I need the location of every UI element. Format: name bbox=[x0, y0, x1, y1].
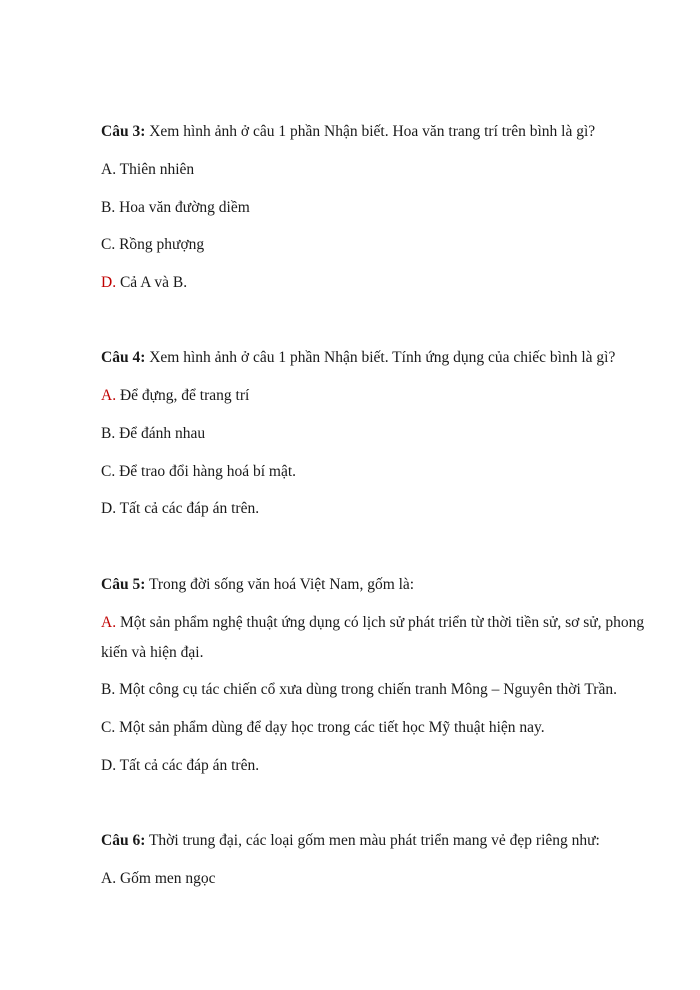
option-letter: B. bbox=[101, 425, 116, 442]
option-letter: D. bbox=[101, 757, 117, 774]
question-4 bbox=[101, 348, 615, 368]
option-4a bbox=[101, 386, 249, 406]
option-letter: A. bbox=[101, 870, 117, 887]
option-text: Tất cả các đáp án trên. bbox=[116, 500, 260, 517]
option-text: Một sản phẩm dùng để dạy học trong các tiết học Mỹ thuật hiện nay. bbox=[115, 719, 545, 736]
option-letter: B. bbox=[101, 199, 116, 216]
question-6 bbox=[101, 831, 600, 851]
option-letter: C. bbox=[101, 236, 116, 253]
question-text: Xem hình ảnh ở câu 1 phần Nhận biết. Tính ứng dụng của chiếc bình là gì? bbox=[145, 349, 616, 366]
option-text: Hoa văn đường diềm bbox=[115, 199, 250, 216]
option-text: Tất cả các đáp án trên. bbox=[116, 757, 260, 774]
option-3d bbox=[101, 273, 187, 293]
question-3 bbox=[101, 122, 595, 142]
option-letter-correct: A. bbox=[101, 387, 117, 404]
option-5a bbox=[101, 608, 661, 668]
option-text: Thiên nhiên bbox=[116, 161, 195, 178]
option-text: Để đánh nhau bbox=[115, 425, 206, 442]
question-label: Câu 3: bbox=[101, 123, 146, 140]
option-4c bbox=[101, 462, 296, 482]
option-text: Rồng phượng bbox=[115, 236, 205, 253]
option-5c bbox=[101, 718, 545, 738]
option-text: Gốm men ngọc bbox=[116, 870, 216, 887]
option-letter: C. bbox=[101, 463, 116, 480]
option-letter-correct: D. bbox=[101, 274, 117, 291]
question-text: Trong đời sống văn hoá Việt Nam, gốm là: bbox=[145, 576, 415, 593]
question-text: Xem hình ảnh ở câu 1 phần Nhận biết. Hoa văn trang trí trên bình là gì? bbox=[145, 123, 596, 140]
option-letter: C. bbox=[101, 719, 116, 736]
option-letter: D. bbox=[101, 500, 117, 517]
option-4d bbox=[101, 499, 259, 519]
question-label: Câu 5: bbox=[101, 576, 146, 593]
option-text: Để trao đổi hàng hoá bí mật. bbox=[115, 463, 297, 480]
option-5d bbox=[101, 756, 259, 776]
question-5 bbox=[101, 575, 414, 595]
option-5b bbox=[101, 680, 617, 700]
option-3a bbox=[101, 160, 194, 180]
question-label: Câu 6: bbox=[101, 832, 146, 849]
question-text: Thời trung đại, các loại gốm men màu phát triển mang vẻ đẹp riêng như: bbox=[145, 832, 600, 849]
option-text: Một công cụ tác chiến cổ xưa dùng trong chiến tranh Mông – Nguyên thời Trần. bbox=[115, 681, 617, 698]
option-letter-correct: A. bbox=[101, 614, 117, 631]
option-text: Cả A và B. bbox=[116, 274, 188, 291]
option-letter: B. bbox=[101, 681, 116, 698]
option-3b bbox=[101, 198, 250, 218]
option-3c bbox=[101, 235, 204, 255]
option-text: Để đựng, để trang trí bbox=[116, 387, 250, 404]
option-text: Một sản phẩm nghệ thuật ứng dụng có lịch sử phát triển từ thời tiền sử, sơ sử, phong kiến và hiện đại. bbox=[101, 614, 645, 661]
option-letter: A. bbox=[101, 161, 117, 178]
question-label: Câu 4: bbox=[101, 349, 146, 366]
option-6a bbox=[101, 869, 216, 889]
option-4b bbox=[101, 424, 205, 444]
